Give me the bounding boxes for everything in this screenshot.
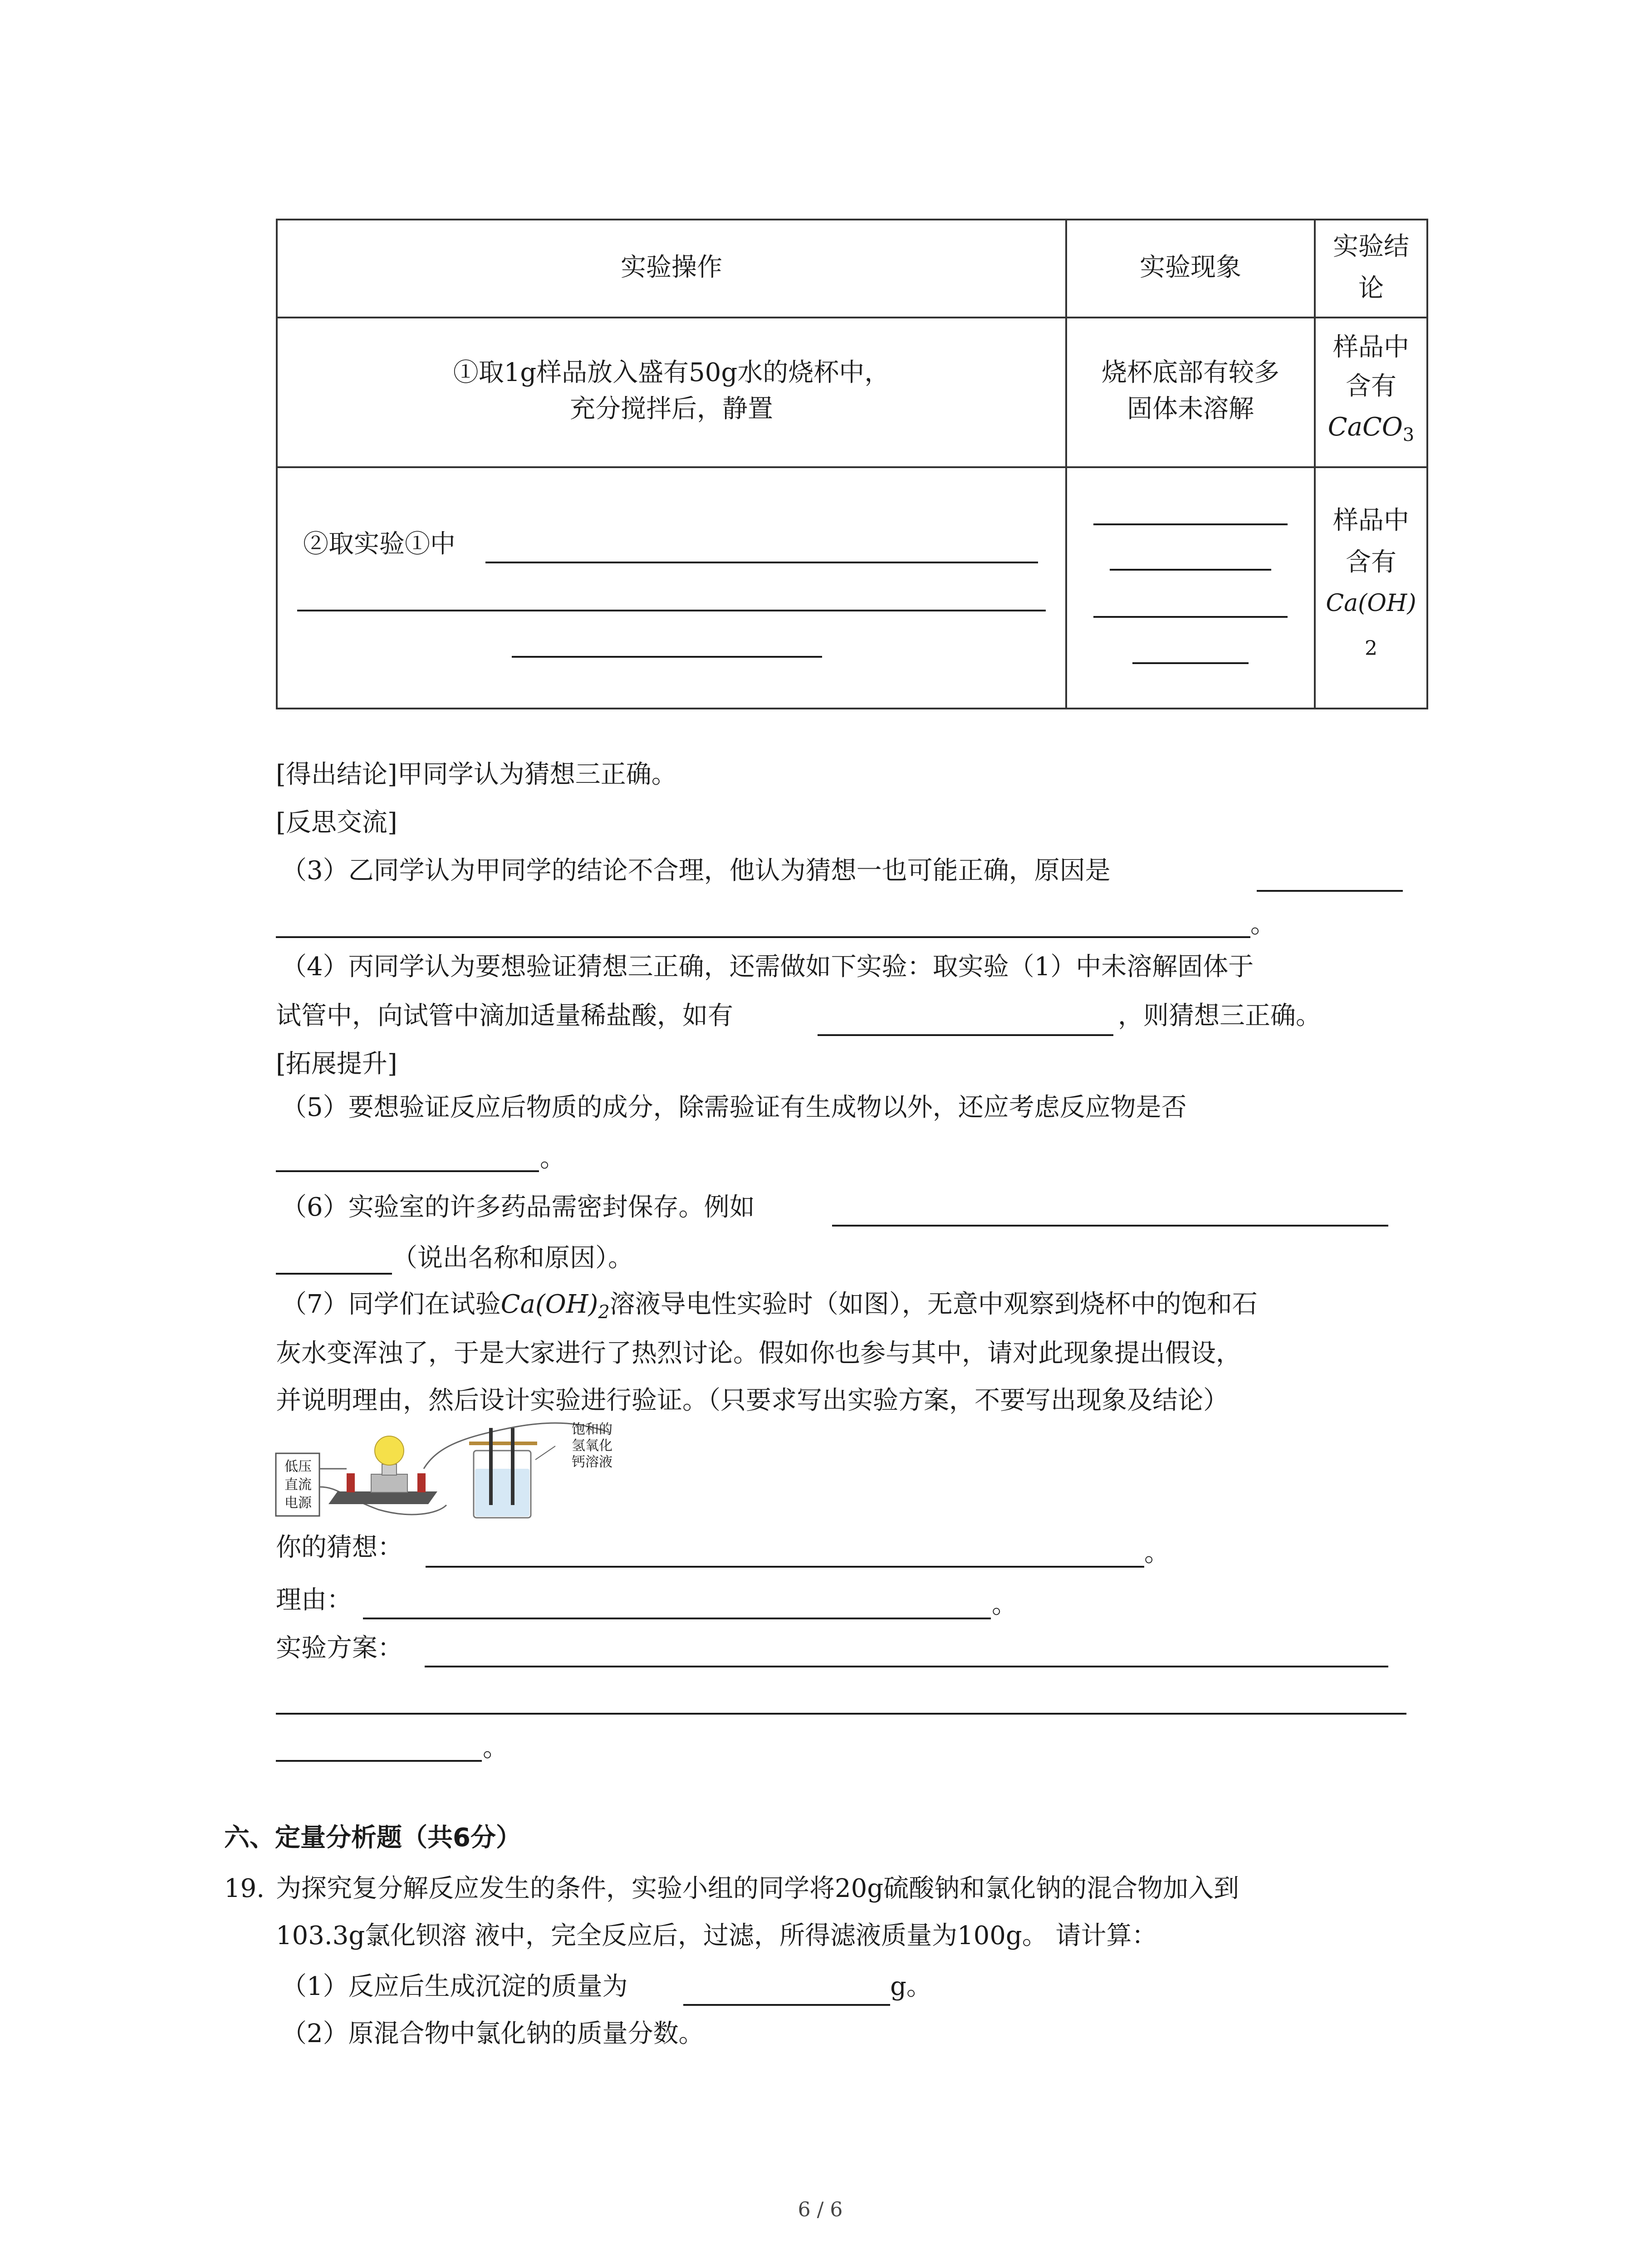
q19-part1-blank[interactable] bbox=[683, 2004, 890, 2006]
conclusion-line: [得出结论]甲同学认为猜想三正确。 bbox=[276, 760, 677, 789]
conductivity-figure bbox=[274, 1419, 628, 1521]
plan-blank-1[interactable] bbox=[425, 1666, 1388, 1667]
q19-part1-unit: g。 bbox=[890, 1972, 932, 2001]
row2-operation-prefix: ②取实验①中 bbox=[303, 529, 456, 559]
header-conclusion-text: 实验结论 bbox=[1333, 232, 1409, 303]
q6-blank-1[interactable] bbox=[832, 1225, 1388, 1227]
row2-operation-blank-1[interactable] bbox=[485, 562, 1038, 563]
row1-conclusion-line2: 含有 bbox=[1346, 371, 1396, 401]
question-6-line2: （说出名称和原因）。 bbox=[392, 1243, 633, 1273]
beaker-label-1: 饱和的 bbox=[572, 1422, 612, 1437]
table-border-row1 bbox=[276, 317, 1428, 318]
q7-line1-end: 溶液导电性实验时（如图），无意中观察到烧杯中的饱和石 bbox=[609, 1290, 1258, 1319]
header-conclusion bbox=[1316, 226, 1426, 309]
power-label bbox=[279, 1458, 318, 1512]
guess-period: 。 bbox=[1144, 1538, 1170, 1568]
plan-period: 。 bbox=[483, 1733, 508, 1763]
q7-line1-start: （7）同学们在试验 bbox=[281, 1290, 501, 1319]
row2-phenomenon-blank-4[interactable] bbox=[1132, 662, 1249, 664]
q19-number: 19. bbox=[224, 1874, 265, 1903]
row2-phenomenon-blank-1[interactable] bbox=[1093, 523, 1288, 525]
table-border-left bbox=[276, 219, 278, 709]
experiment-table bbox=[0, 0, 1641, 726]
row2-conclusion-line1: 样品中 bbox=[1333, 506, 1409, 535]
question-4-line1: （4）丙同学认为要想验证猜想三正确，还需做如下实验：取实验（1）中未溶解固体于 bbox=[281, 952, 1254, 982]
table-border-row2 bbox=[276, 466, 1428, 468]
q7-formula: Ca(OH) bbox=[500, 1290, 598, 1319]
q7-formula-sub: 2 bbox=[598, 1302, 610, 1323]
row1-phenomenon-line2: 固体未溶解 bbox=[1127, 394, 1254, 424]
plan-blank-2[interactable] bbox=[276, 1713, 1406, 1715]
question-7-line1 bbox=[281, 1292, 1258, 1321]
question-7-line3: 并说明理由，然后设计实验进行验证。（只要求写出实验方案，不要写出现象及结论） bbox=[276, 1386, 1229, 1415]
beaker-label-3: 钙溶液 bbox=[572, 1454, 612, 1470]
reason-blank[interactable] bbox=[363, 1618, 991, 1619]
row2-conclusion-line2: 含有 bbox=[1346, 547, 1396, 577]
row1-operation-line2: 充分搅拌后，静置 bbox=[570, 394, 773, 424]
table-border-top bbox=[276, 219, 1428, 220]
table-border-bottom bbox=[276, 708, 1428, 709]
power-label-3: 电源 bbox=[284, 1495, 312, 1511]
row2-operation-blank-2[interactable] bbox=[297, 610, 1046, 611]
row1-operation-line1: ①取1g样品放入盛有50g水的烧杯中， bbox=[453, 358, 890, 387]
row1-formula-main: CaCO bbox=[1327, 412, 1403, 442]
row1-formula-sub: 3 bbox=[1402, 425, 1415, 446]
table-border-right bbox=[1426, 219, 1428, 709]
header-operation: 实验操作 bbox=[621, 253, 722, 282]
section-6-title: 六、定量分析题（共6分） bbox=[224, 1823, 521, 1853]
q5-blank[interactable] bbox=[276, 1170, 539, 1172]
q3-blank-2[interactable] bbox=[276, 936, 1250, 938]
power-label-1: 低压 bbox=[284, 1459, 312, 1475]
plan-blank-3[interactable] bbox=[276, 1760, 482, 1762]
reason-label: 理由： bbox=[276, 1585, 352, 1615]
row2-phenomenon-blank-2[interactable] bbox=[1110, 569, 1271, 571]
row1-phenomenon-line1: 烧杯底部有较多 bbox=[1102, 358, 1279, 387]
header-phenomenon: 实验现象 bbox=[1140, 253, 1241, 282]
q19-line1: 为探究复分解反应发生的条件，实验小组的同学将20g硫酸钠和氯化钠的混合物加入到 bbox=[276, 1874, 1239, 1903]
guess-blank[interactable] bbox=[426, 1566, 1144, 1568]
q3-period: 。 bbox=[1250, 909, 1276, 939]
row2-operation-blank-3[interactable] bbox=[512, 656, 822, 658]
q5-period: 。 bbox=[540, 1144, 565, 1173]
question-6-line1: （6）实验室的许多药品需密封保存。例如 bbox=[281, 1193, 755, 1222]
guess-label: 你的猜想： bbox=[276, 1533, 403, 1562]
q19-part2: （2）原混合物中氯化钠的质量分数。 bbox=[281, 2019, 704, 2048]
q6-blank-2[interactable] bbox=[276, 1273, 392, 1275]
q4-blank[interactable] bbox=[818, 1034, 1113, 1036]
power-label-2: 直流 bbox=[284, 1477, 312, 1493]
row1-conclusion-line1: 样品中 bbox=[1333, 332, 1409, 362]
plan-label: 实验方案： bbox=[276, 1633, 403, 1663]
question-4-line2: 试管中，向试管中滴加适量稀盐酸，如有 bbox=[276, 1001, 733, 1031]
row2-conclusion-formula: Ca(OH) bbox=[1326, 590, 1416, 617]
question-3: （3）乙同学认为甲同学的结论不合理，他认为猜想一也可能正确，原因是 bbox=[281, 856, 1111, 885]
row1-conclusion-formula bbox=[1316, 406, 1426, 456]
reason-period: 。 bbox=[992, 1590, 1017, 1619]
beaker-label-2: 氢氧化 bbox=[572, 1438, 612, 1454]
reflection-heading: [反思交流] bbox=[276, 808, 397, 837]
q19-line2: 103.3g氯化钡溶 液中，完全反应后，过滤，所得滤液质量为100g。 请计算： bbox=[276, 1921, 1157, 1950]
page-number: 6 / 6 bbox=[798, 2198, 843, 2221]
q3-blank-1[interactable] bbox=[1257, 890, 1403, 892]
question-5: （5）要想验证反应后物质的成分，除需验证有生成物以外，还应考虑反应物是否 bbox=[281, 1093, 1187, 1122]
row2-phenomenon-blank-3[interactable] bbox=[1093, 616, 1288, 618]
beaker-label bbox=[572, 1422, 626, 1471]
extend-heading: [拓展提升] bbox=[276, 1049, 397, 1079]
row2-conclusion-sub: 2 bbox=[1365, 637, 1377, 660]
question-4-line2-end: ，则猜想三正确。 bbox=[1118, 1001, 1321, 1031]
table-border-col1 bbox=[1065, 219, 1067, 709]
question-7-line2: 灰水变浑浊了，于是大家进行了热烈讨论。假如你也参与其中，请对此现象提出假设， bbox=[276, 1339, 1241, 1368]
q19-part1: （1）反应后生成沉淀的质量为 bbox=[281, 1972, 628, 2001]
